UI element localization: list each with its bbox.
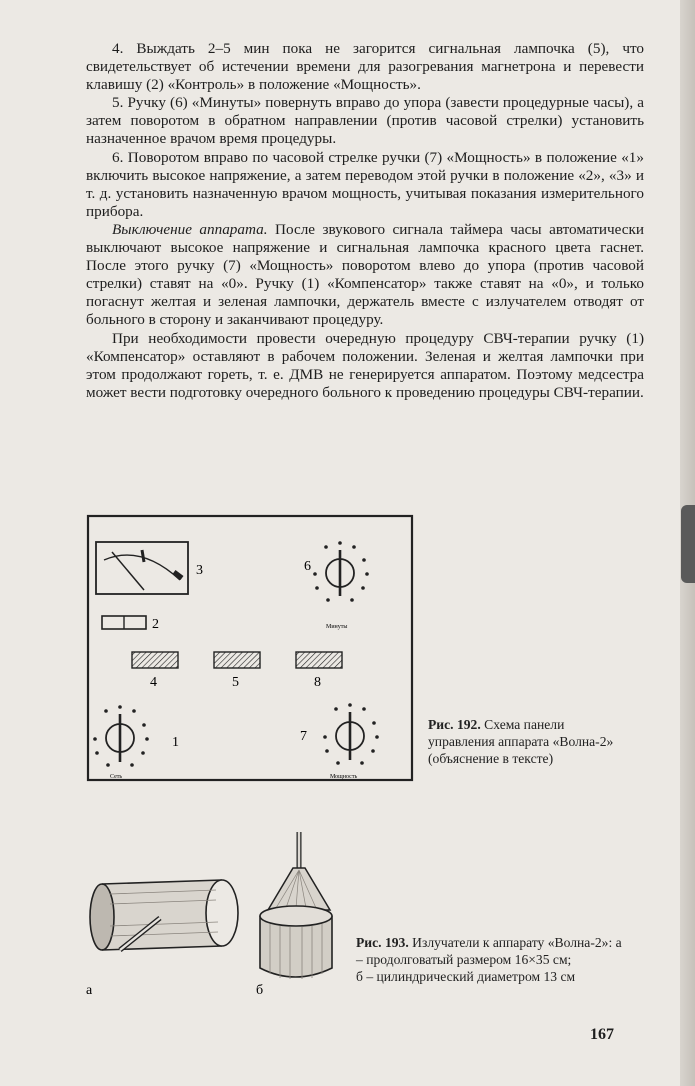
label-1: 1: [172, 735, 179, 750]
label-a: а: [86, 983, 93, 998]
caption-192-text: Схема панели управления аппарата «Волна-2» (объяснение в тексте): [428, 717, 614, 766]
knob-compensator-icon: [93, 705, 149, 767]
paragraph-step-5: 5. Ручку (6) «Минуты» повернуть вправо до упора (завести процедурные часы), а затем поворотом в обратном направлении (против часовой стрелки) установить назначенное врачом время процедуры.: [86, 94, 644, 148]
caption-figure-192: [428, 716, 628, 767]
elongated-emitter-icon: [90, 880, 238, 950]
label-2: 2: [152, 617, 159, 632]
paragraph-next-procedure: При необходимости провести очередную процедуру СВЧ-терапии ручку (1) «Компенсатор» оставляют в рабочем положении. Зеленая и желтая лампочки при этом продолжают гореть, т. е. ДМВ не генерируется аппаратом. Поэтому медсестра может вести подготовку очередного больного к проведению процедуры СВЧ-терапии.: [86, 329, 644, 401]
meter-icon: [96, 542, 188, 594]
label-8: 8: [314, 675, 321, 690]
paragraph-step-4: 4. Выждать 2–5 мин пока не загорится сигнальная лампочка (5), что свидетельствует об истечении времени для разогревания магнетрона и перевести клавишу (2) «Контроль» в положение «Мощность».: [86, 40, 644, 94]
page-number: 167: [590, 1026, 614, 1043]
lamp-8-icon: [296, 652, 342, 668]
caption-figure-193: [356, 934, 626, 985]
label-7: 7: [300, 729, 307, 744]
shutdown-text: После звукового сигнала таймера часы автоматически выключают высокое напряжение и сигнальная лампочка красного цвета гаснет. После этого ручку (7) «Мощность» поворотом влево до упора (против часовой стрелки) ставят на «0». Ручку (1) «Компенсатор» также ставят на «0», и только погаснут желтая и зеленая лампочки, держатель вместе с излучателем отводят от больного в сторону и заканчивают процедуру.: [86, 220, 644, 329]
caption-193-number: Рис. 193.: [356, 935, 409, 950]
body-text: [86, 40, 644, 402]
shutdown-heading: Выключение аппарата.: [112, 220, 268, 238]
knob-minutes-icon: [313, 541, 369, 602]
lamp-4-icon: [132, 652, 178, 668]
label-4: 4: [150, 675, 157, 690]
knob-power-icon: [323, 703, 379, 765]
label-5: 5: [232, 675, 239, 690]
label-b: б: [256, 983, 264, 998]
paragraph-shutdown: [86, 221, 644, 330]
control-key-icon: [102, 616, 146, 629]
label-6: 6: [304, 559, 311, 574]
label-minutes: Минуты: [326, 624, 348, 630]
label-power: Мощность: [330, 774, 358, 780]
label-network: Сеть: [110, 774, 123, 780]
figure-193-emitters-drawing: [80, 828, 380, 1000]
lamp-5-icon: [214, 652, 260, 668]
bookmark-tab: [681, 505, 695, 583]
paragraph-step-6: 6. Поворотом вправо по часовой стрелке ручки (7) «Мощность» в положение «1» включить высокое напряжение, а затем переводом этой ручки в положение «2», «3» и т. д. установить назначенную врачом мощность, учитывая показания измерительного прибора.: [86, 148, 644, 220]
caption-193-text: Излучатели к аппарату «Волна-2»: а – продолговатый размером 16×35 см;: [356, 935, 622, 967]
caption-193-line2: б – цилиндрический диаметром 13 см: [356, 969, 576, 984]
cylindrical-emitter-icon: [260, 832, 332, 979]
caption-192-number: Рис. 192.: [428, 717, 481, 732]
figure-192-panel-diagram: [86, 514, 416, 784]
label-3: 3: [196, 563, 203, 578]
